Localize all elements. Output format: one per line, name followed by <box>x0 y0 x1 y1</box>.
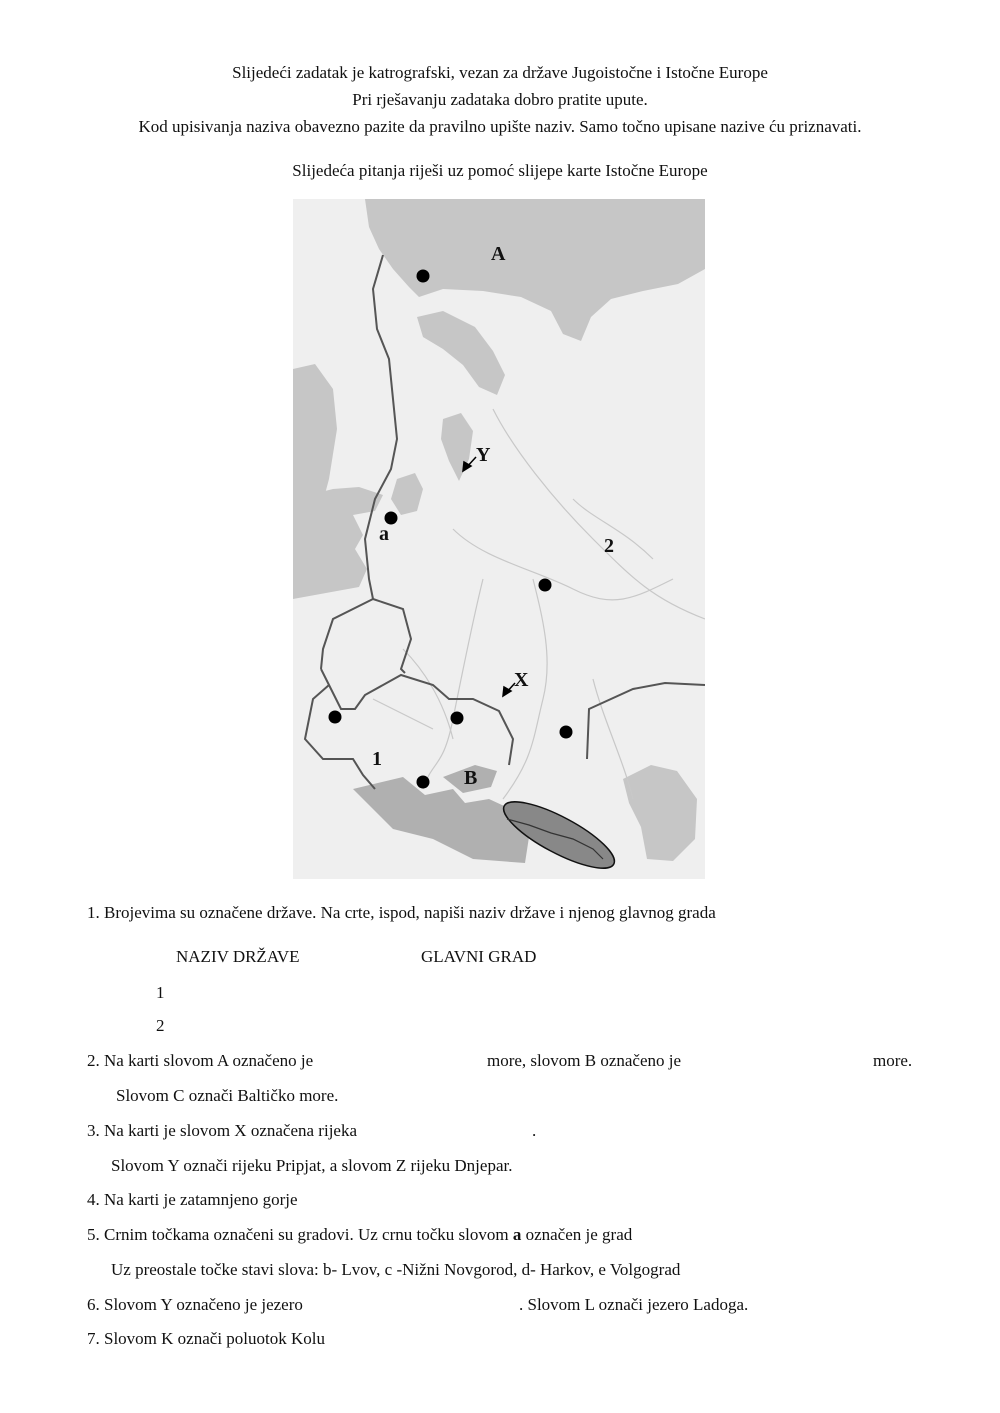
map-label-Y: Y <box>476 444 491 466</box>
map-label-a: a <box>379 523 389 545</box>
question-2-sub: Slovom C označi Baltičko more. <box>116 1086 339 1105</box>
question-2-part-c: more. <box>873 1051 913 1070</box>
question-3-dot: . <box>532 1121 537 1140</box>
answer-row-1: 1 <box>156 983 165 1002</box>
city-dot-lviv <box>329 711 342 724</box>
question-7: 7. Slovom K označi poluotok Kolu <box>87 1329 325 1348</box>
question-1: 1. Brojevima su označene države. Na crte, ispod, napiši naziv države i njenog glavnog grada <box>87 903 716 922</box>
city-dot-kharkiv <box>451 712 464 725</box>
map-intro: Slijedeća pitanja riješi uz pomoć slijepe karte Istočne Europe <box>292 161 708 180</box>
city-dot-sevastopol <box>417 776 430 789</box>
question-5-bold: a <box>512 1225 522 1244</box>
city-dot-murmansk <box>417 270 430 283</box>
question-5 <box>87 1225 632 1245</box>
city-dot-nizhny <box>539 579 552 592</box>
header-line-1: Slijedeći zadatak je katrografski, vezan za države Jugoistočne i Istočne Europe <box>232 63 768 82</box>
map-label-X: X <box>514 669 529 691</box>
map-label-A: A <box>491 243 506 265</box>
question-5-pre: 5. Crnim točkama označeni su gradovi. Uz crnu točku slovom <box>87 1225 513 1244</box>
column-header-capital: GLAVNI GRAD <box>421 947 537 966</box>
answer-row-2: 2 <box>156 1016 165 1035</box>
map-label-1: 1 <box>372 748 382 770</box>
blind-map-eastern-europe <box>293 199 705 879</box>
question-3-sub: Slovom Y označi rijeku Pripjat, a slovom Z rijeku Dnjepar. <box>111 1156 513 1175</box>
map-label-2: 2 <box>604 535 614 557</box>
question-6-part-b: . Slovom L označi jezero Ladoga. <box>519 1295 749 1314</box>
question-5-sub: Uz preostale točke stavi slova: b- Lvov, c -Nižni Novgorod, d- Harkov, e Volgograd <box>111 1260 681 1279</box>
city-dot-volgograd <box>560 726 573 739</box>
header-line-2: Pri rješavanju zadataka dobro pratite upute. <box>352 90 648 109</box>
question-6-part-a: 6. Slovom Y označeno je jezero <box>87 1295 303 1314</box>
header-line-3: Kod upisivanja naziva obavezno pazite da pravilno upište naziv. Samo točno upisane nazive ću priznavati. <box>138 117 862 136</box>
map-label-B: B <box>464 767 478 789</box>
column-header-country: NAZIV DRŽAVE <box>176 947 300 966</box>
question-5-post: označen je grad <box>521 1225 633 1244</box>
question-2-part-b: more, slovom B označeno je <box>487 1051 682 1070</box>
question-2-part-a: 2. Na karti slovom A označeno je <box>87 1051 314 1070</box>
question-4: 4. Na karti je zatamnjeno gorje <box>87 1190 298 1209</box>
question-3: 3. Na karti je slovom X označena rijeka <box>87 1121 358 1140</box>
